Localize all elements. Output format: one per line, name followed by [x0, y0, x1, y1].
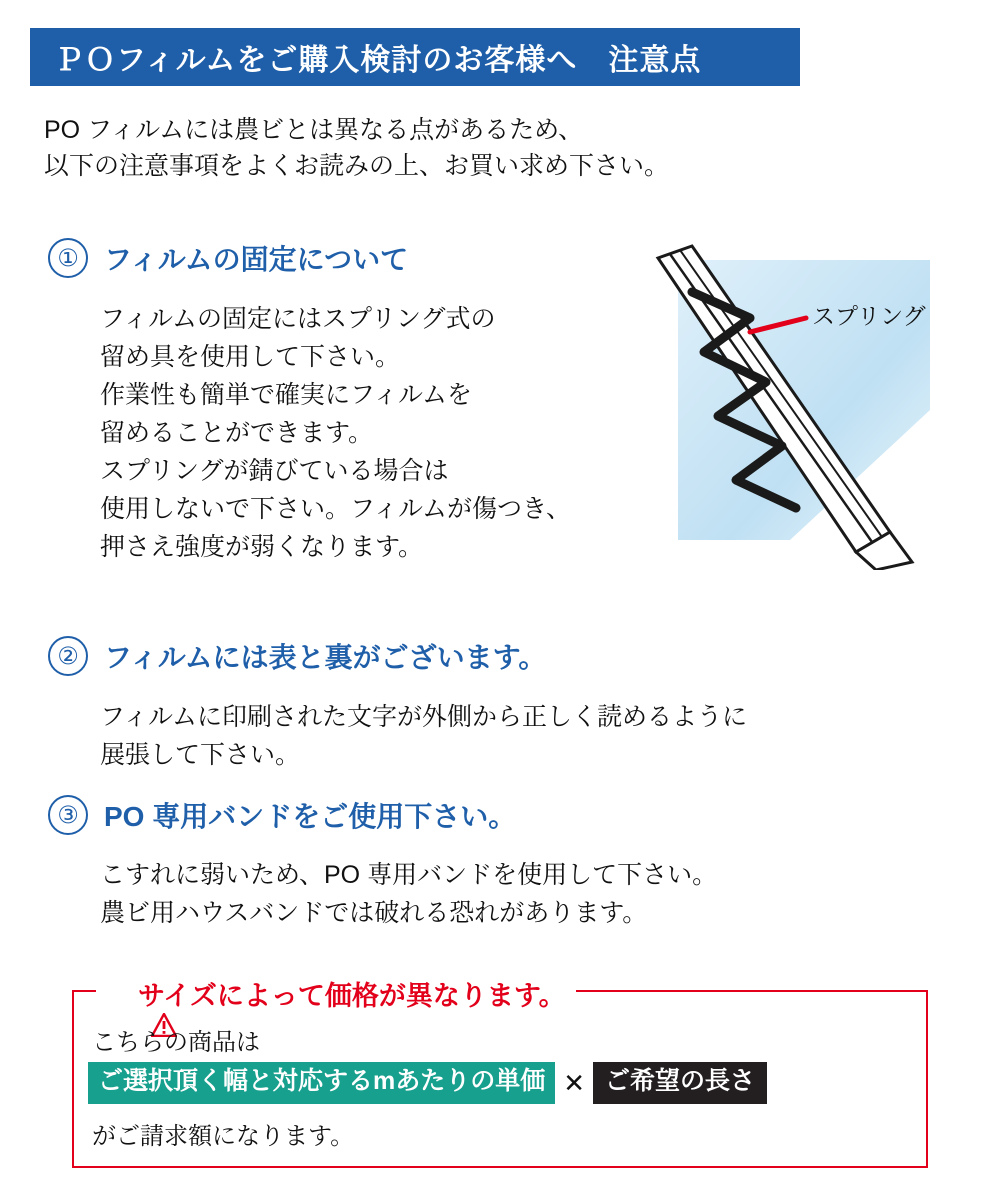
section-1-number: ① [48, 238, 88, 278]
section-2-body [100, 698, 960, 774]
section-1-line-7: 押さえ強度が弱くなります。 [100, 533, 424, 561]
warning-triangle-icon [106, 982, 132, 1006]
section-1-line-1: フィルムの固定にはスプリング式の [100, 305, 496, 333]
price-warning-line-1: こちらの商品は [92, 1029, 260, 1056]
spring-clip-diagram [600, 240, 990, 570]
section-2-title: フィルムには表と裏がございます。 [104, 642, 547, 673]
price-chip-length: ご希望の長さ [593, 1062, 767, 1104]
section-3-heading [48, 795, 516, 835]
intro-text [44, 112, 944, 185]
spring-clip-illustration [600, 240, 990, 570]
price-warning-line-3: がご請求額になります。 [92, 1123, 355, 1150]
section-1-line-5: スプリングが錆びている場合は [100, 457, 449, 485]
section-1-line-6: 使用しないで下さい。フィルムが傷つき、 [100, 495, 572, 523]
price-formula-row [88, 1062, 767, 1104]
header-banner [30, 28, 800, 86]
section-1-heading [48, 238, 408, 278]
section-1-line-3: 作業性も簡単で確実にフィルムを [100, 381, 473, 409]
section-3-title: PO 専用バンドをご使用下さい。 [104, 801, 517, 832]
section-3-number: ③ [48, 795, 88, 835]
section-2-number: ② [48, 636, 88, 676]
section-3-line-1: こすれに弱いため、PO 専用バンドを使用して下さい。 [100, 861, 718, 889]
section-3-line-2: 農ビ用ハウスバンドでは破れる恐れがあります。 [100, 899, 648, 927]
multiply-icon: ✕ [563, 1067, 586, 1098]
section-1-line-2: 留め具を使用して下さい。 [100, 343, 401, 371]
section-2-line-1: フィルムに印刷された文字が外側から正しく読めるように [100, 703, 748, 731]
section-2-heading [48, 636, 546, 676]
section-1-title: フィルムの固定について [104, 244, 409, 275]
price-chip-unit-price: ご選択頂く幅と対応するmあたりの単価 [88, 1062, 555, 1104]
section-1-line-4: 留めることができます。 [100, 419, 374, 447]
section-3-body [100, 856, 960, 932]
intro-line-2: 以下の注意事項をよくお読みの上、お買い求め下さい。 [44, 152, 670, 181]
intro-line-1: PO フィルムには農ビとは異なる点があるため、 [44, 116, 584, 144]
section-2-line-2: 展張して下さい。 [100, 741, 301, 769]
header-title: ＰＯフィルムをご購入検討のお客様へ 注意点 [54, 44, 702, 77]
price-warning-title-text: サイズによって価格が異なります。 [138, 981, 566, 1011]
illustration-label-spring: スプリング [812, 303, 926, 329]
price-warning-title [96, 974, 576, 1013]
